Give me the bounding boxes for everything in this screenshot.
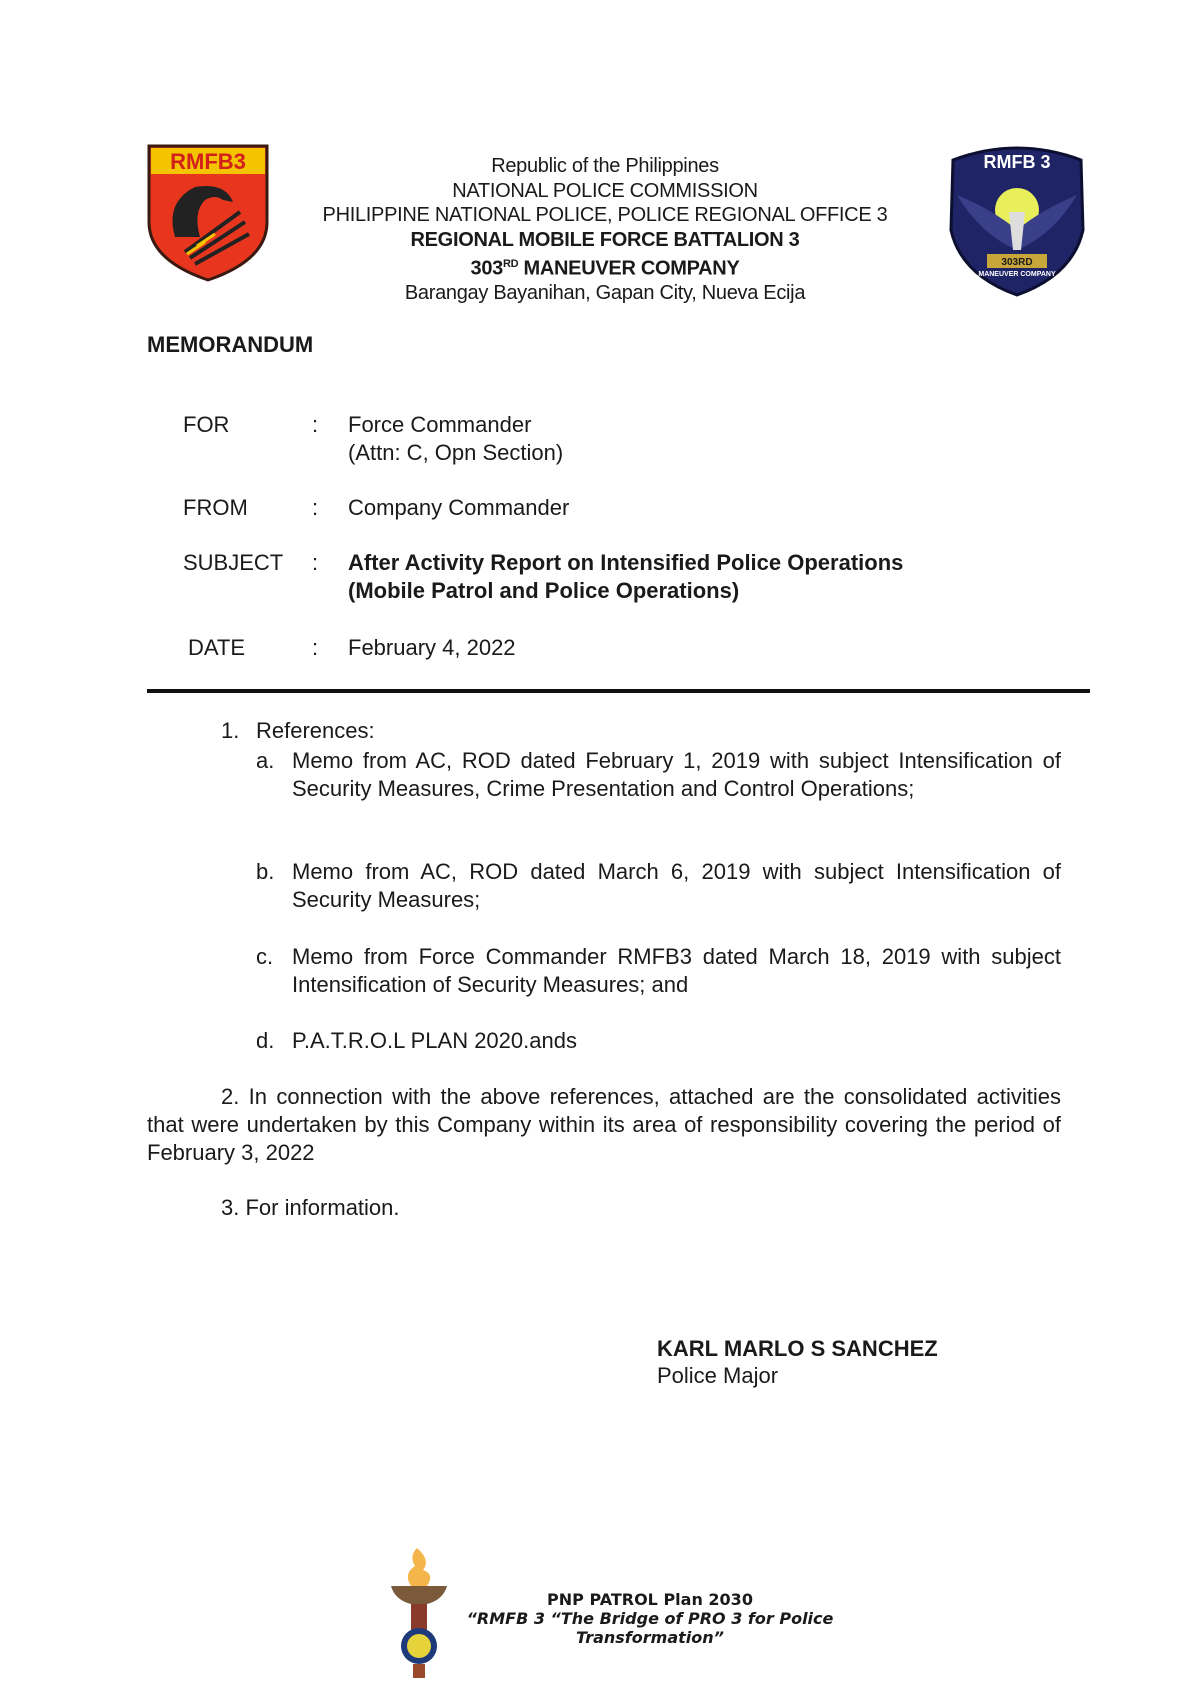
- subject-line2: (Mobile Patrol and Police Operations): [348, 578, 740, 603]
- ref-d-text: P.A.T.R.O.L PLAN 2020.ands: [292, 1028, 577, 1053]
- paragraph-2: 2. In connection with the above references, attached are the consolidated activities that were undertaken by this Company within its area of responsibility covering the period of February 3, 2022: [147, 1084, 1061, 1165]
- subject-label: SUBJECT: [183, 550, 284, 575]
- from-label: FROM: [183, 495, 248, 520]
- subject-colon: :: [312, 550, 319, 575]
- footer-tagline: “RMFB 3 “The Bridge of PRO 3 for Police Transformation”: [466, 1609, 834, 1647]
- from-colon: :: [312, 495, 319, 520]
- ref-b-text: Memo from AC, ROD dated March 6, 2019 with subject Intensification of Security Measures;: [292, 859, 1061, 912]
- letterhead: [260, 154, 950, 306]
- subject-value: [348, 549, 903, 605]
- torch-logo: [387, 1546, 451, 1680]
- for-colon: :: [312, 412, 319, 437]
- company-name: MANEUVER COMPANY: [518, 257, 740, 280]
- company-number: 303: [470, 257, 503, 280]
- for-attention: (Attn: C, Opn Section): [348, 440, 564, 465]
- date-label: DATE: [188, 635, 246, 660]
- references-heading: References:: [256, 718, 375, 743]
- header-divider: [147, 689, 1090, 693]
- ref-c-letter: c.: [256, 944, 274, 969]
- left-logo-lettering: RMFB3: [170, 149, 246, 174]
- date-colon: :: [312, 635, 319, 660]
- for-value: [348, 411, 563, 467]
- for-recipient: Force Commander: [348, 412, 532, 437]
- signatory-rank: Police Major: [657, 1363, 779, 1388]
- header-address: Barangay Bayanihan, Gapan City, Nueva Ecija: [404, 282, 806, 305]
- references-number: 1.: [221, 718, 240, 743]
- subject-line1: After Activity Report on Intensified Police Operations: [348, 550, 904, 575]
- header-company: [260, 252, 950, 281]
- header-rmfb3: REGIONAL MOBILE FORCE BATTALION 3: [410, 228, 800, 251]
- right-logo-sub-lettering: 303RD MANEUVER COMPANY: [978, 257, 1056, 278]
- header-republic: Republic of the Philippines: [491, 155, 719, 177]
- for-label: FOR: [183, 412, 230, 437]
- from-value: Company Commander: [348, 495, 570, 520]
- ref-d-letter: d.: [256, 1028, 275, 1053]
- ref-a-text: Memo from AC, ROD dated February 1, 2019 with subject Intensification of Security Measures, Crime Presentation and Control Operations;: [292, 748, 1061, 801]
- paragraph-3: 3. For information.: [221, 1195, 400, 1220]
- signatory-name: KARL MARLO S SANCHEZ: [657, 1336, 938, 1361]
- ref-b-letter: b.: [256, 859, 275, 884]
- header-napolcom: NATIONAL POLICE COMMISSION: [452, 179, 758, 202]
- rmfb3-left-logo: [145, 142, 271, 282]
- ref-c-text: Memo from Force Commander RMFB3 dated March 18, 2019 with subject Intensification of Security Measures; and: [292, 944, 1061, 997]
- ref-a-letter: a.: [256, 748, 275, 773]
- footer-motto: [450, 1590, 850, 1647]
- right-logo-lettering: RMFB 3: [983, 152, 1051, 172]
- date-value: February 4, 2022: [348, 635, 516, 660]
- company-ordinal: RD: [502, 258, 519, 270]
- footer-plan: PNP PATROL Plan 2030: [547, 1590, 753, 1609]
- header-pnp-pro3: PHILIPPINE NATIONAL POLICE, POLICE REGIONAL OFFICE 3: [322, 204, 888, 226]
- 303rd-company-right-logo: [943, 140, 1091, 298]
- memo-title: MEMORANDUM: [147, 332, 314, 357]
